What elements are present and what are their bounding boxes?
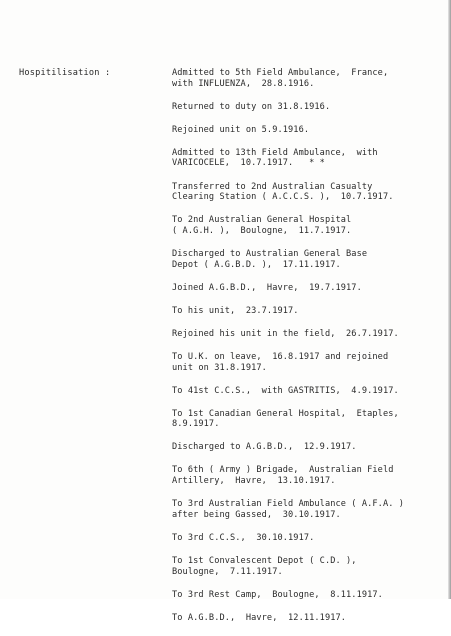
entry-line: VARICOCELE, 10.7.1917. * * (172, 158, 325, 169)
entry-line: Artillery, Havre, 13.10.1917. (172, 476, 336, 487)
entry-line: unit on 31.8.1917. (172, 362, 267, 373)
entry-14 (172, 442, 444, 453)
entry-20 (172, 613, 444, 624)
entry-5 (172, 182, 444, 203)
entry-line: Discharged to A.G.B.D., 12.9.1917. (172, 442, 357, 453)
entry-1 (172, 68, 444, 89)
entry-line: with INFLUENZA, 28.8.1916. (172, 78, 315, 89)
entry-line: Discharged to Australian General Base (172, 248, 368, 259)
entry-line: To 2nd Australian General Hospital (172, 215, 352, 226)
entry-13 (172, 409, 444, 430)
entry-12 (172, 386, 444, 397)
entry-10 (172, 329, 444, 340)
entry-line: Joined A.G.B.D., Havre, 19.7.1917. (172, 282, 362, 293)
entry-line: To 1st Convalescent Depot ( C.D. ), (172, 555, 357, 566)
entry-line: Admitted to 13th Field Ambulance, with (172, 147, 378, 158)
entry-line: Boulogne, 7.11.1917. (172, 566, 283, 577)
entry-line: after being Gassed, 30.10.1917. (172, 509, 341, 520)
entry-line: Returned to duty on 31.8.1916. (172, 101, 331, 112)
hospitalisation-entries-list (172, 68, 444, 636)
section-label-hospitilisation: Hospitilisation : (19, 68, 111, 78)
entry-line: 8.9.1917. (172, 419, 220, 430)
entry-11 (172, 352, 444, 373)
entry-line: To 3rd C.C.S., 30.10.1917. (172, 532, 315, 543)
entry-18 (172, 556, 444, 577)
entry-17 (172, 533, 444, 544)
entry-line: To 3rd Australian Field Ambulance ( A.F.A. ) (172, 499, 405, 510)
entry-line: ( A.G.H. ), Boulogne, 11.7.1917. (172, 225, 352, 236)
entry-line: To 1st Canadian General Hospital, Etaples, (172, 408, 399, 419)
entry-9 (172, 306, 444, 317)
entry-line: To 3rd Rest Camp, Boulogne, 8.11.1917. (172, 589, 383, 600)
entry-15 (172, 465, 444, 486)
entry-4 (172, 148, 444, 169)
entry-6 (172, 215, 444, 236)
entry-3 (172, 125, 444, 136)
entry-8 (172, 283, 444, 294)
entry-2 (172, 102, 444, 113)
entry-line: To U.K. on leave, 16.8.1917 and rejoined (172, 351, 389, 362)
entry-line: Clearing Station ( A.C.C.S. ), 10.7.1917. (172, 192, 394, 203)
entry-line: To A.G.B.D., Havre, 12.11.1917. (172, 612, 347, 623)
entry-7 (172, 249, 444, 270)
entry-line: To 6th ( Army ) Brigade, Australian Field (172, 465, 394, 476)
entry-line: Transferred to 2nd Australian Casualty (172, 181, 373, 192)
entry-line: To his unit, 23.7.1917. (172, 305, 299, 316)
entry-line: Rejoined his unit in the field, 26.7.1917. (172, 328, 399, 339)
entry-line: Admitted to 5th Field Ambulance, France, (172, 68, 389, 78)
entry-line: Rejoined unit on 5.9.1916. (172, 124, 310, 135)
entry-line: To 41st C.C.S., with GASTRITIS, 4.9.1917. (172, 385, 399, 396)
entry-line: Depot ( A.G.B.D. ), 17.11.1917. (172, 259, 341, 270)
entry-16 (172, 499, 444, 520)
